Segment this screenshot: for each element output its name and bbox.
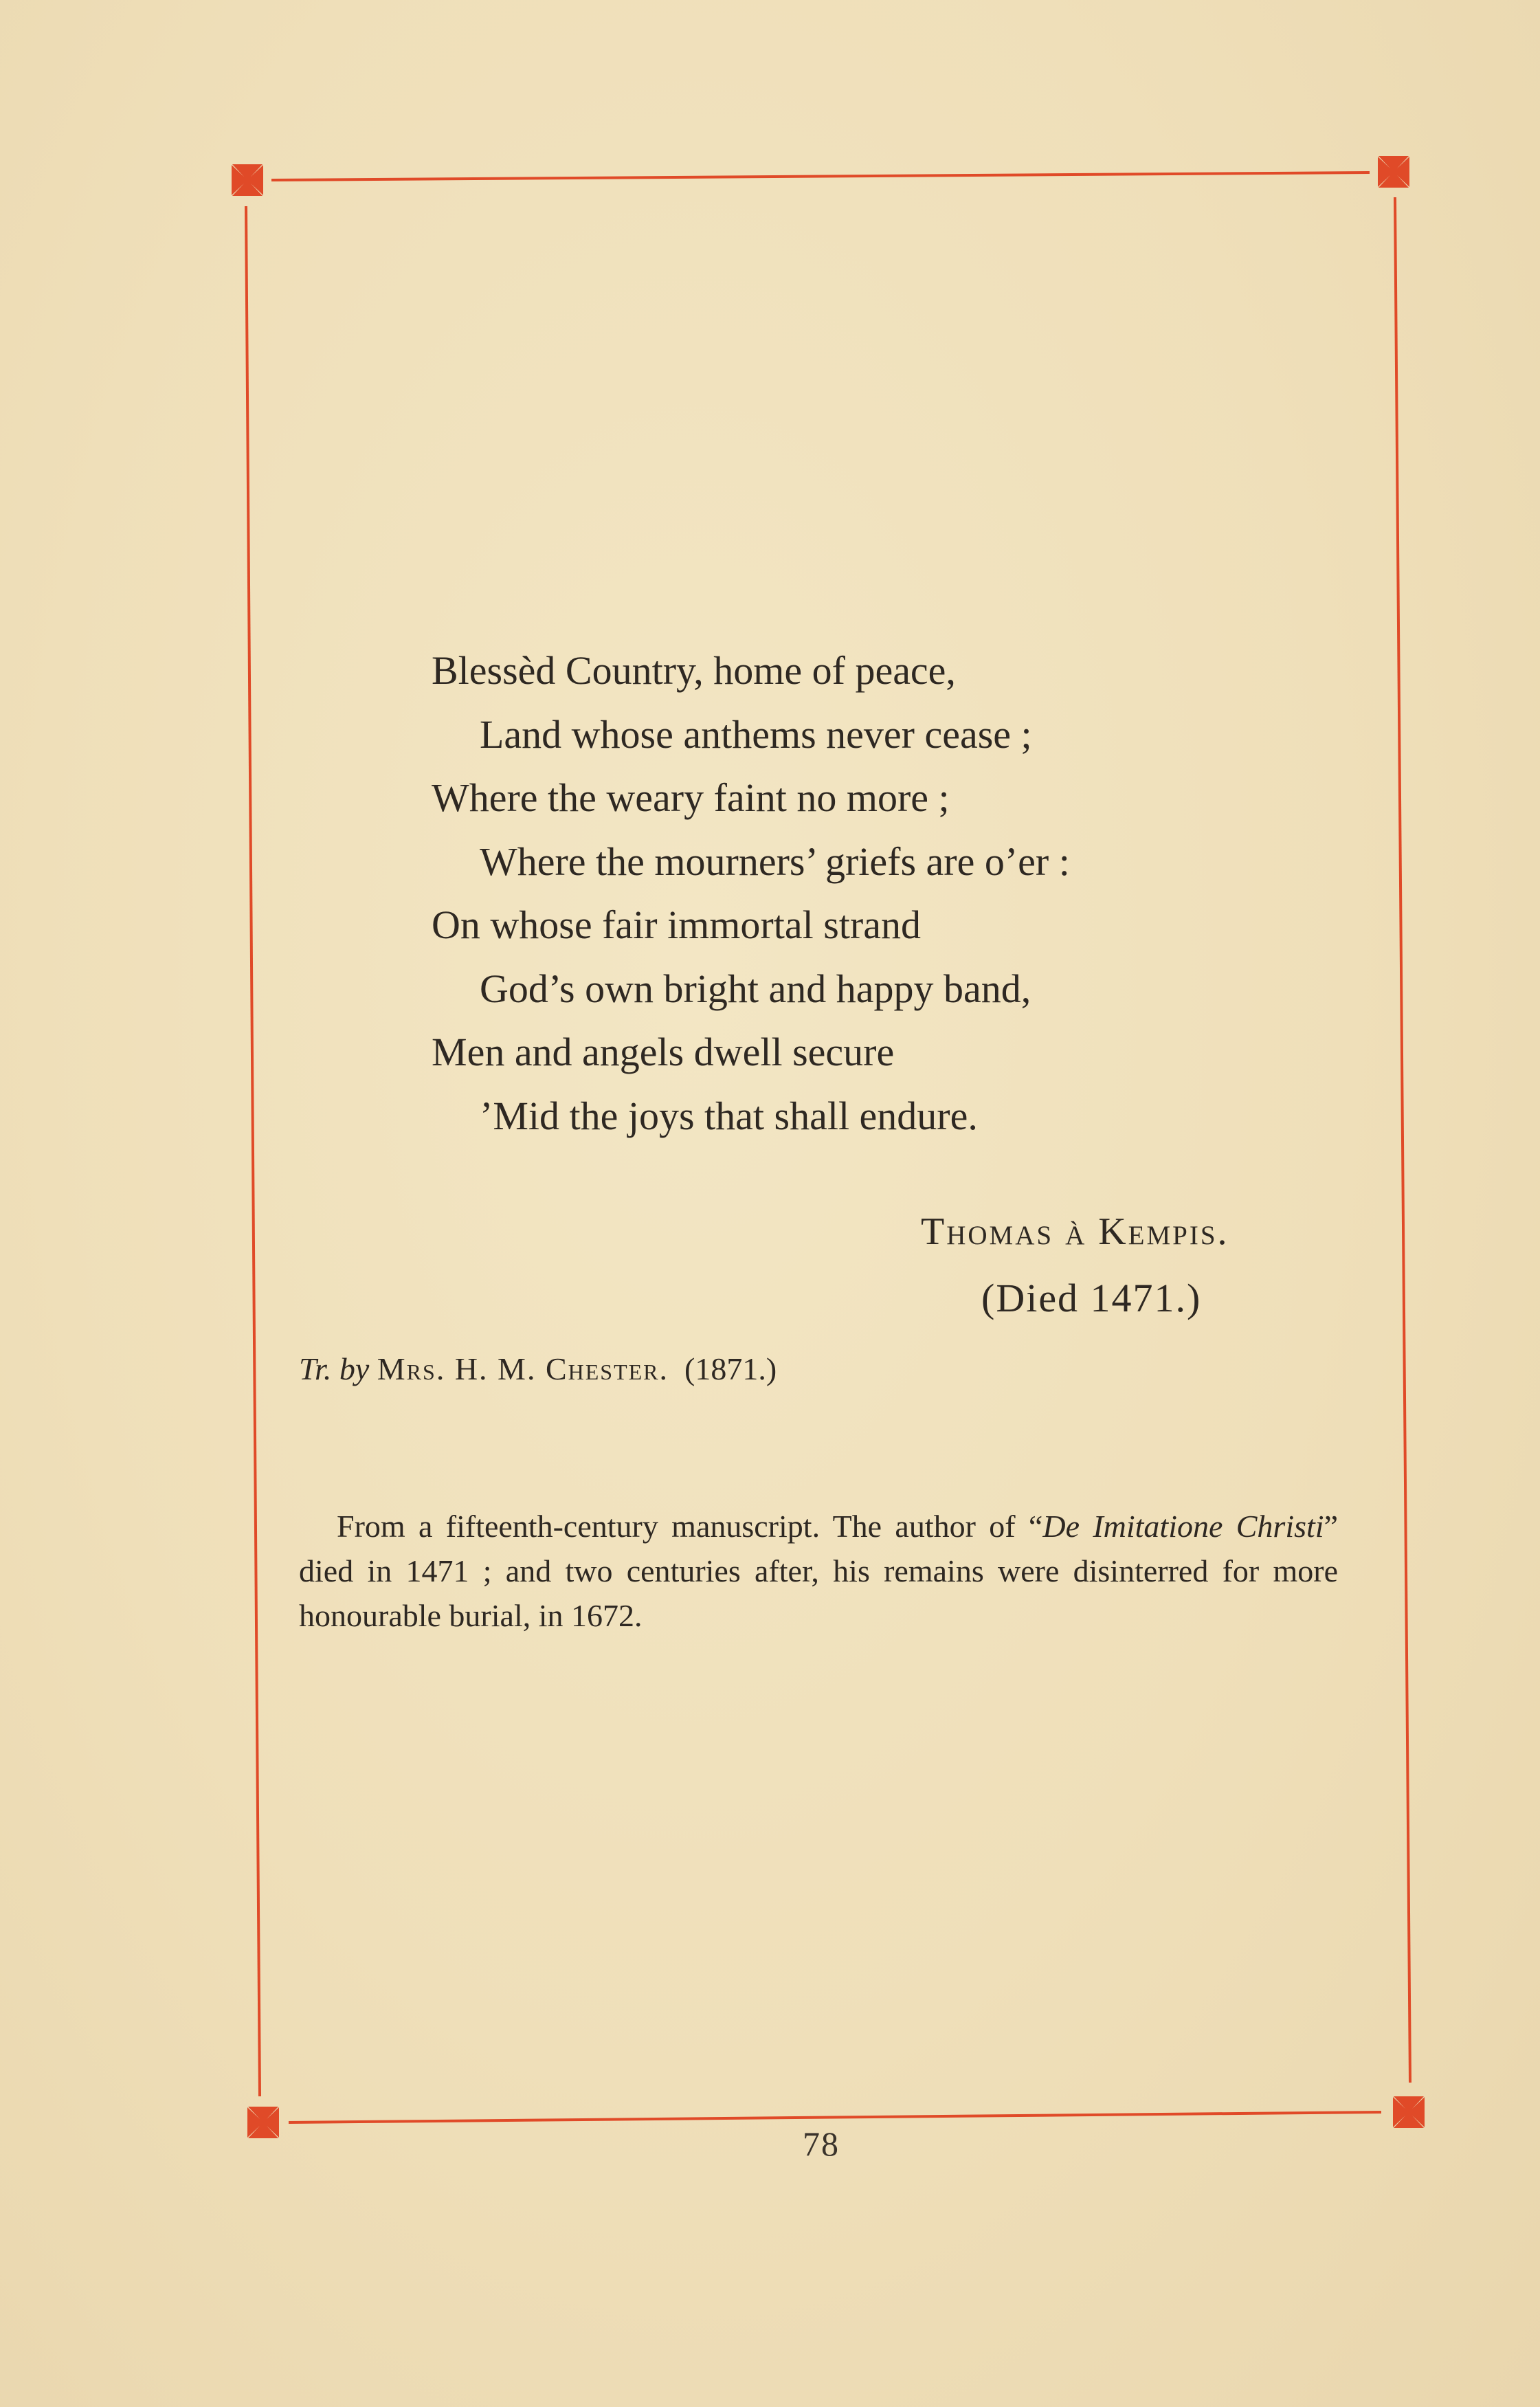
editorial-note — [299, 1504, 1338, 1638]
note-text-start: From a fifteenth-century manuscript. The author of “ — [337, 1509, 1043, 1544]
author-death-year: (Died 1471.) — [981, 1276, 1202, 1320]
verse-line: Blessèd Country, home of peace, — [432, 648, 956, 693]
frame-bottom-rule — [289, 2112, 1381, 2122]
page-number: 78 — [803, 2125, 840, 2163]
verse-line: God’s own bright and happy band, — [480, 966, 1031, 1011]
verse-line: Men and angels dwell secure — [432, 1030, 895, 1074]
translator-prefix-tr: Tr. — [299, 1351, 332, 1386]
poem-verse — [432, 639, 1325, 1148]
translator-name: Mrs. H. M. Chester. — [377, 1351, 669, 1386]
verse-line: On whose fair immortal strand — [432, 902, 921, 947]
maltese-cross-icon — [247, 2107, 279, 2138]
note-text-end: ” died in 1471 ; and two centuries after, his remains were disinterred for more honourable burial, in 1672. — [299, 1509, 1338, 1633]
translator-prefix-by: by — [339, 1351, 370, 1386]
frame-right-rule — [1395, 197, 1410, 2083]
verse-line: ’Mid the joys that shall endure. — [480, 1093, 978, 1138]
maltese-cross-icon — [232, 164, 263, 196]
translator-year: (1871.) — [684, 1351, 777, 1386]
maltese-cross-icon — [1378, 156, 1409, 188]
maltese-cross-icon — [1393, 2096, 1425, 2128]
verse-line: Land whose anthems never cease ; — [480, 711, 1032, 757]
poem-author: Thomas à Kempis. — [921, 1210, 1229, 1253]
frame-left-rule — [246, 206, 260, 2096]
verse-line: Where the weary faint no more ; — [432, 775, 950, 820]
frame-top-rule — [271, 173, 1370, 180]
verse-line: Where the mourners’ griefs are o’er : — [480, 839, 1070, 884]
note-book-title: De Imitatione Christi — [1042, 1509, 1324, 1544]
translator-credit — [299, 1351, 777, 1387]
